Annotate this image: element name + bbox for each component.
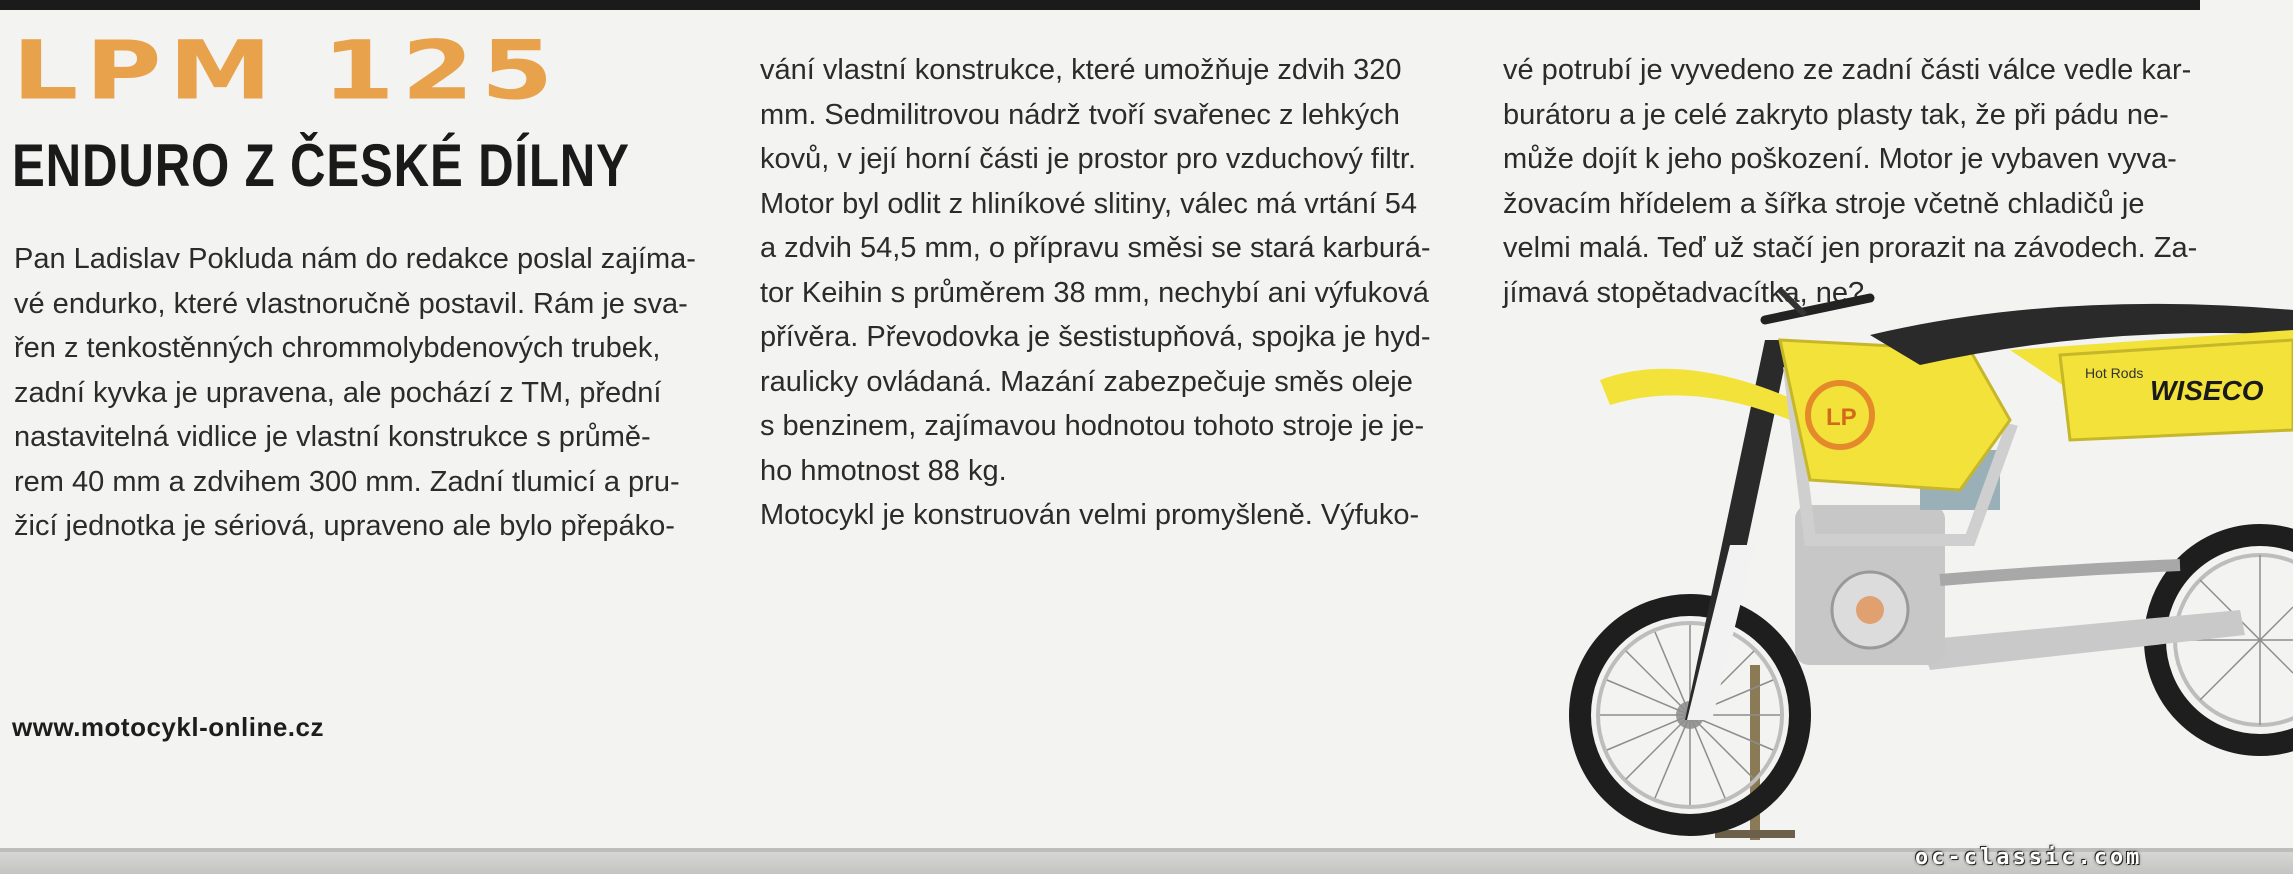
text-line: řen z tenkostěnných chrommolybdenových trubek, <box>14 332 661 364</box>
exhaust <box>1940 565 2180 580</box>
text-line: Motor byl odlit z hliníkové slitiny, válec má vrtání 54 <box>760 187 1418 220</box>
text-line: nastavitelná vidlice je vlastní konstrukce s průmě- <box>14 421 651 453</box>
text-line: může dojít k jeho poškození. Motor je vybaven vyva- <box>1503 143 2177 175</box>
text-column-1 <box>14 237 704 549</box>
text-line: žicí jednotka je sériová, upraveno ale bylo přepáko- <box>14 510 675 542</box>
brand-sticker: WISECO <box>2150 375 2264 406</box>
text-line: rem 40 mm a zdvihem 300 mm. Zadní tlumicí a pru- <box>14 465 680 498</box>
logo-text: LP <box>1826 404 1857 431</box>
text-column-3 <box>1503 48 2203 315</box>
website-url: www.motocykl-online.cz <box>12 712 324 742</box>
text-line: a zdvih 54,5 mm, o přípravu směsi se stará karburá- <box>760 232 1431 264</box>
text-line: vání vlastní konstrukce, které umožňuje zdvih 320 <box>760 54 1402 86</box>
text-line: zadní kyvka je upravena, ale pochází z TM, přední <box>14 376 662 409</box>
text-line: s benzinem, zajímavou hodnotou tohoto stroje je je- <box>760 410 1425 442</box>
article-title: LPM 125 <box>12 22 561 119</box>
body-panel <box>1780 340 2010 490</box>
text-line: burátoru a je celé zakryto plasty tak, že při pádu ne- <box>1503 98 2169 131</box>
text-line: Pan Ladislav Pokluda nám do redakce poslal zajíma- <box>14 243 696 275</box>
handlebar <box>1765 280 1870 320</box>
text-line: velmi malá. Teď už stačí jen prorazit na závodech. Za- <box>1503 232 2198 264</box>
text-line: mm. Sedmilitrovou nádrž tvoří svařenec z lehkých <box>760 98 1400 131</box>
article-subtitle: ENDURO Z ČESKÉ DÍLNY <box>12 132 630 199</box>
text-line: jímavá stopětadvacítka, ne? <box>1503 276 1865 309</box>
text-line: ho hmotnost 88 kg. <box>760 454 1007 487</box>
text-line: vé potrubí je vyvedeno ze zadní části válce vedle kar- <box>1503 54 2192 86</box>
text-line: vé endurko, které vlastnoručně postavil. Rám je sva- <box>14 287 688 320</box>
top-border <box>0 0 2200 10</box>
text-column-2 <box>760 48 1450 538</box>
text-line: žovacím hřídelem a šířka stroje včetně chladičů je <box>1503 187 2145 220</box>
text-line: Motocykl je konstruován velmi promyšleně. Výfuko- <box>760 499 1420 531</box>
text-line: raulicky ovládaná. Mazání zabezpečuje směs oleje <box>760 365 1413 398</box>
side-number-plate <box>2060 340 2293 440</box>
hot-rods-sticker: Hot Rods <box>2085 365 2144 381</box>
watermark: oc-classic.com <box>1915 845 2143 870</box>
text-line: kovů, v její horní části je prostor pro vzduchový filtr. <box>760 143 1416 175</box>
motorcycle-photo <box>1540 280 2293 850</box>
text-line: tor Keihin s průměrem 38 mm, nechybí ani výfuková <box>760 276 1429 309</box>
swingarm <box>1920 610 2245 670</box>
text-line: přívěra. Převodovka je šestistupňová, spojka je hyd- <box>760 321 1431 353</box>
